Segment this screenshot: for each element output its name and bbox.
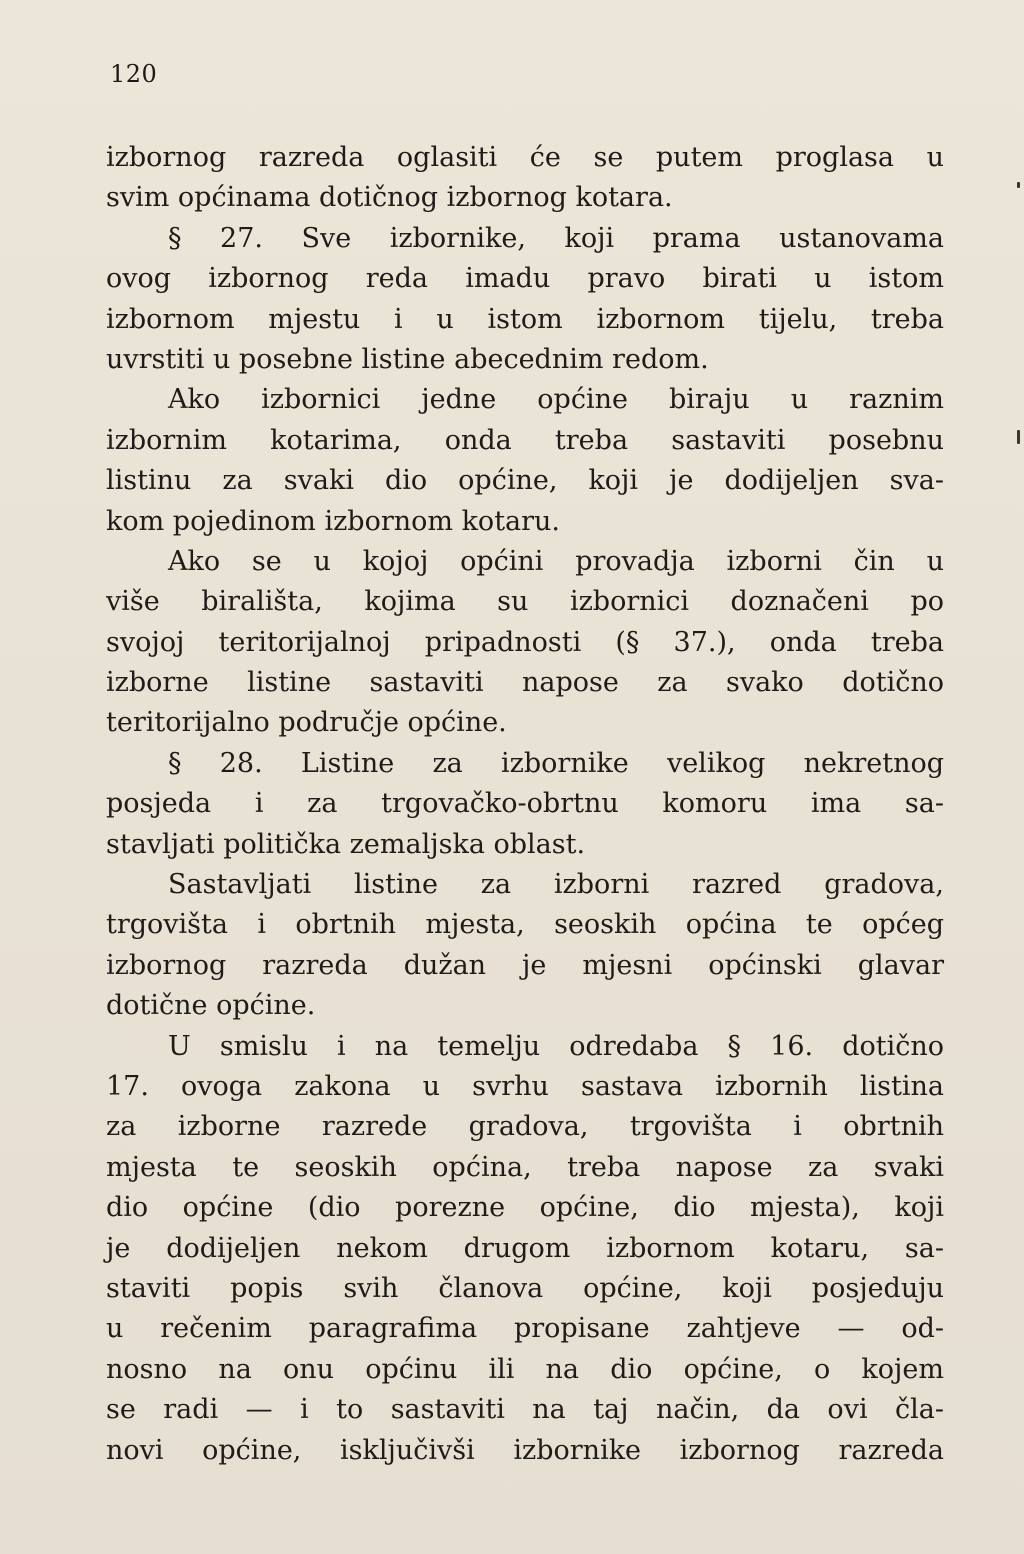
text-line: izborne listine sastaviti napose za svako dotično bbox=[106, 667, 944, 699]
text-line: listinu za svaki dio općine, koji je dodijeljen sva- bbox=[106, 465, 944, 497]
text-line: U smislu i na temelju odredaba § 16. dotično bbox=[168, 1030, 944, 1062]
edge-mark bbox=[1017, 182, 1020, 188]
edge-mark bbox=[1017, 430, 1020, 444]
text-line: stavljati politička zemaljska oblast. bbox=[106, 828, 586, 860]
text-line: za izborne razrede gradova, trgovišta i obrtnih bbox=[106, 1111, 944, 1143]
text-line: § 28. Listine za izbornike velikog nekretnog bbox=[168, 747, 944, 779]
text-line: ovog izbornog reda imadu pravo birati u istom bbox=[106, 263, 944, 295]
text-line: izbornog razreda dužan je mjesni općinski glavar bbox=[106, 949, 944, 981]
text-line: izbornog razreda oglasiti će se putem proglasa u bbox=[106, 142, 944, 173]
text-line: 17. ovoga zakona u svrhu sastava izbornih listina bbox=[106, 1070, 944, 1102]
text-line: svojoj teritorijalnoj pripadnosti (§ 37.), onda treba bbox=[106, 626, 944, 658]
text-line: Ako se u kojoj općini provadja izborni čin u bbox=[168, 545, 944, 577]
text-line: dio općine (dio porezne općine, dio mjesta), koji bbox=[106, 1192, 944, 1224]
text-line: § 27. Sve izbornike, koji prama ustanovama bbox=[168, 222, 944, 254]
text-line: se radi — i to sastaviti na taj način, da ovi čla- bbox=[106, 1394, 944, 1426]
text-line: Sastavljati listine za izborni razred gradova, bbox=[168, 869, 944, 901]
body-text bbox=[106, 138, 944, 1471]
text-line: posjeda i za trgovačko-obrtnu komoru ima sa- bbox=[106, 788, 944, 820]
text-line: nosno na onu općinu ili na dio općine, o kojem bbox=[106, 1353, 944, 1385]
text-line: izbornom mjestu i u istom izbornom tijelu, treba bbox=[106, 303, 944, 335]
text-line: izbornim kotarima, onda treba sastaviti posebnu bbox=[106, 424, 944, 456]
text-line: je dodijeljen nekom drugom izbornom kotaru, sa- bbox=[106, 1232, 944, 1264]
text-line: Ako izbornici jedne općine biraju u raznim bbox=[168, 384, 944, 416]
text-line: kom pojedinom izbornom kotaru. bbox=[106, 505, 561, 537]
text-line: svim općinama dotičnog izbornog kotara. bbox=[106, 182, 673, 214]
text-line: staviti popis svih članova općine, koji posjeduju bbox=[106, 1272, 944, 1304]
text-line: novi općine, isključivši izbornike izbornog razreda bbox=[106, 1434, 944, 1466]
text-line: u rečenim paragrafima propisane zahtjeve — od- bbox=[106, 1313, 944, 1345]
page-number: 120 bbox=[110, 60, 158, 88]
text-line: dotične općine. bbox=[106, 990, 316, 1022]
text-line: uvrstiti u posebne listine abecednim redom. bbox=[106, 343, 709, 375]
text-line: teritorijalno područje općine. bbox=[106, 707, 507, 739]
text-line: više birališta, kojima su izbornici doznačeni po bbox=[106, 586, 944, 618]
text-line: trgovišta i obrtnih mjesta, seoskih općina te općeg bbox=[106, 909, 944, 941]
text-line: mjesta te seoskih općina, treba napose za svaki bbox=[106, 1151, 944, 1183]
